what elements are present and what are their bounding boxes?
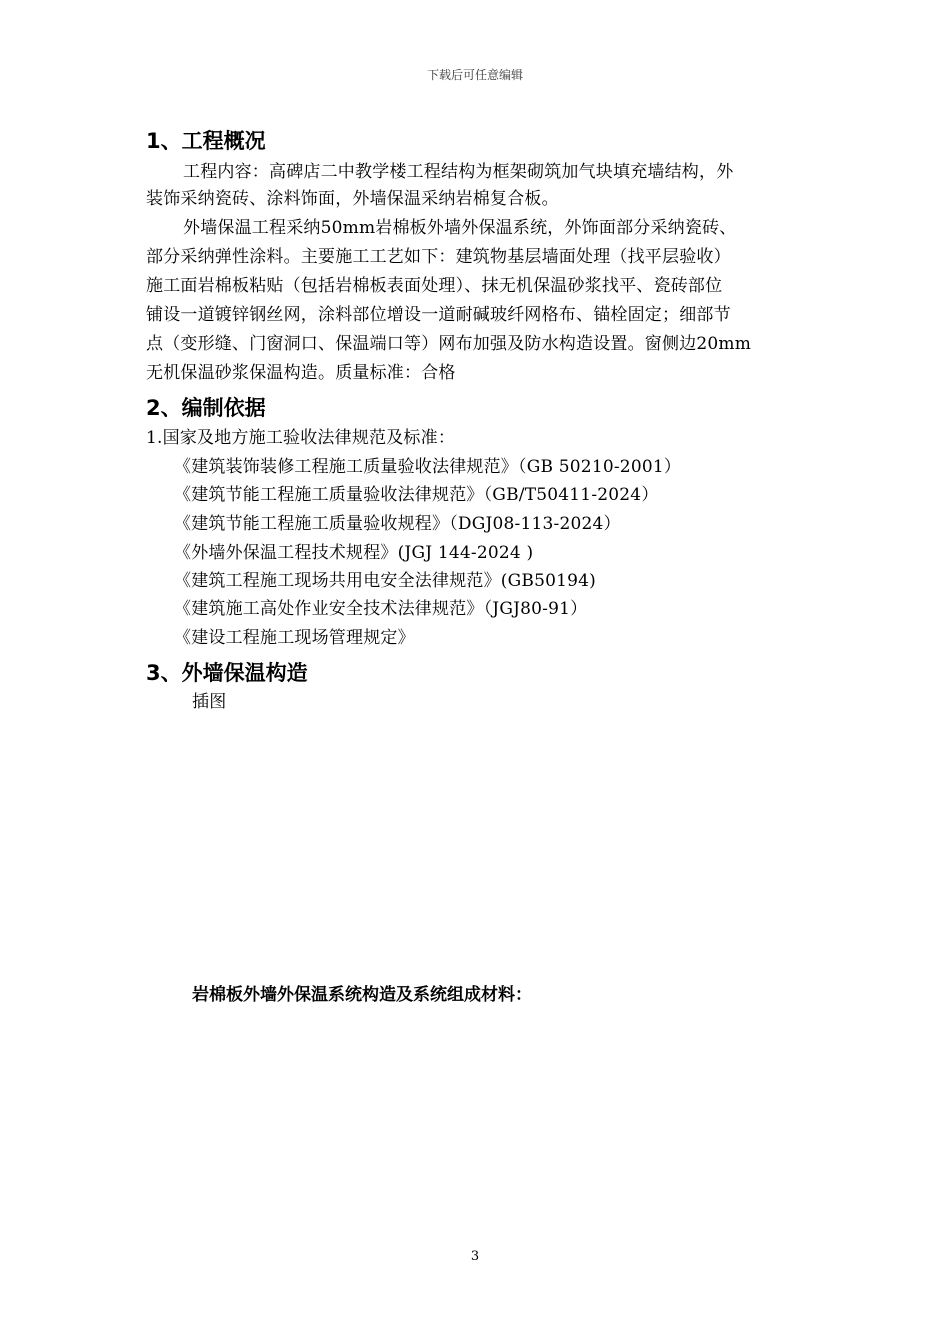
section-1-para-2-line-1: 外墙保温工程采纳50mm岩棉板外墙外保温系统，外饰面部分采纳瓷砖、 — [183, 218, 737, 238]
section-2-intro: 1.国家及地方施工验收法律规范及标准： — [146, 428, 456, 448]
section-1-para-1-line-1: 工程内容：高碑店二中教学楼工程结构为框架砌筑加气块填充墙结构，外 — [183, 162, 734, 182]
page-number: 3 — [470, 1249, 480, 1264]
section-1-para-2-line-2: 部分采纳弹性涂料。主要施工工艺如下：建筑物基层墙面处理（找平层验收） — [146, 247, 731, 267]
figure-placeholder-label: 插图 — [192, 692, 227, 712]
section-1-para-2-line-6: 无机保温砂浆保温构造。质量标准：合格 — [146, 363, 456, 383]
reference-item: 《外墙外保温工程技术规程》(JGJ 144-2024 ) — [174, 543, 534, 563]
figure-caption: 岩棉板外墙外保温系统构造及系统组成材料： — [192, 985, 532, 1005]
section-3-title: 3、外墙保温构造 — [146, 661, 308, 685]
reference-item: 《建筑节能工程施工质量验收规程》（DGJ08-113-2024） — [174, 514, 621, 534]
reference-item: 《建筑施工高处作业安全技术法律规范》（JGJ80-91） — [174, 599, 588, 619]
section-1-para-1-line-2: 装饰采纳瓷砖、涂料饰面，外墙保温采纳岩棉复合板。 — [146, 189, 559, 209]
reference-item: 《建筑装饰装修工程施工质量验收法律规范》（GB 50210-2001） — [174, 457, 682, 477]
section-1-para-2-line-3: 施工面岩棉板粘贴（包括岩棉板表面处理）、抹无机保温砂浆找平、瓷砖部位 — [146, 276, 723, 296]
section-1-para-2-line-5: 点（变形缝、门窗洞口、保温端口等）网布加强及防水构造设置。窗侧边20mm — [146, 334, 752, 354]
reference-item: 《建筑节能工程施工质量验收法律规范》（GB/T50411-2024） — [174, 485, 659, 505]
section-1-title: 1、工程概况 — [146, 129, 266, 153]
section-2-title: 2、编制依据 — [146, 396, 266, 420]
reference-item: 《建筑工程施工现场共用电安全法律规范》(GB50194) — [174, 571, 597, 591]
section-1-para-2-line-4: 铺设一道镀锌钢丝网，涂料部位增设一道耐碱玻纤网格布、锚栓固定；细部节 — [146, 305, 731, 325]
reference-item: 《建设工程施工现场管理规定》 — [174, 628, 415, 648]
header-note: 下载后可任意编辑 — [426, 68, 523, 82]
